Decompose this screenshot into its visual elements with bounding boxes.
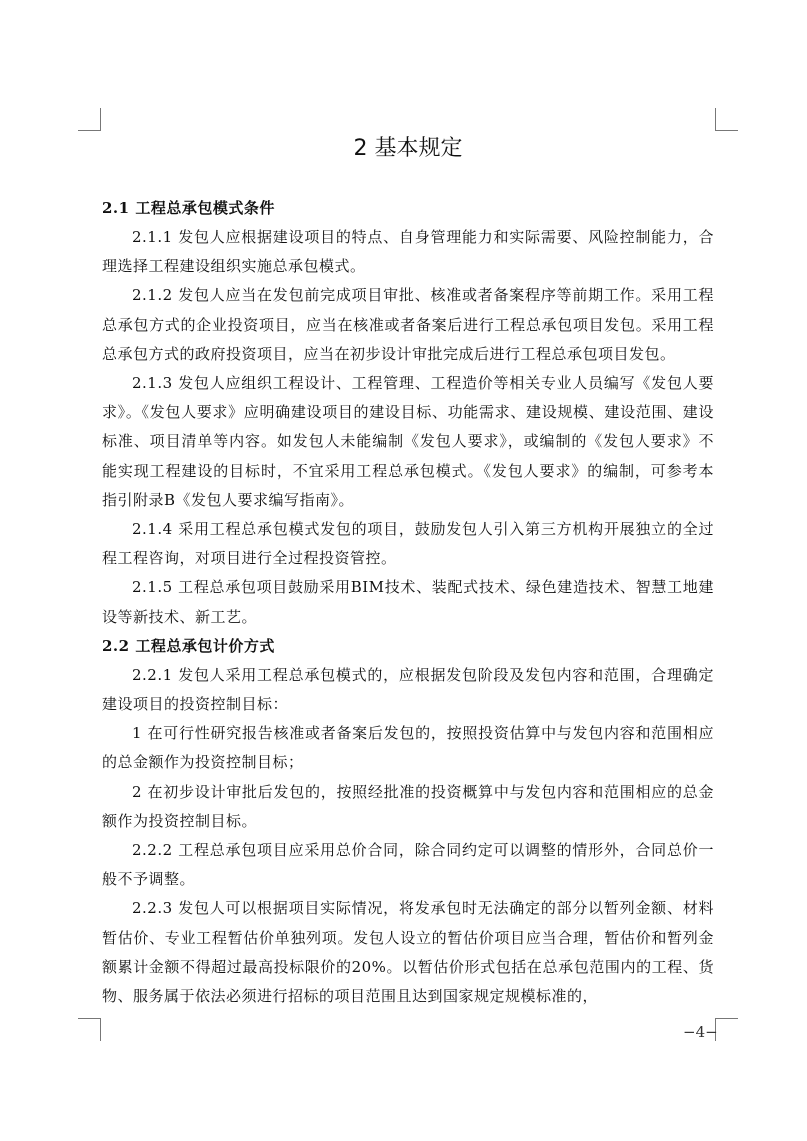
page-number: −4− xyxy=(683,1023,718,1041)
section-2-2 xyxy=(102,632,714,1011)
chapter-title: 2 基本规定 xyxy=(353,136,463,161)
crop-mark-bottom-left xyxy=(78,1018,101,1041)
paragraph: 2.1.5 工程总承包项目鼓励采用BIM技术、装配式技术、绿色建造技术、智慧工地建设等新技术、新工艺。 xyxy=(102,578,714,626)
section-2-1 xyxy=(102,194,714,632)
crop-mark-top-left xyxy=(78,108,101,131)
crop-mark-top-right xyxy=(715,108,738,131)
paragraph: 2.2.1 发包人采用工程总承包模式的，应根据发包阶段及发包内容和范围，合理确定建设项目的投资控制目标： xyxy=(102,665,714,714)
list-item: 2 在初步设计审批后发包的，按照经批准的投资概算中与发包内容和范围相应的总金额作为投资控制目标。 xyxy=(102,782,714,830)
page-content xyxy=(102,128,714,1011)
paragraph: 2.1.3 发包人应组织工程设计、工程管理、工程造价等相关专业人员编写《发包人要求》。《发包人要求》应明确建设项目的建设目标、功能需求、建设规模、建设范围、建设标准、项目清单等内容。如发包人未能编制《发包人要求》，或编制的《发包人要求》不能实现工程建设的目标时，不宜采用工程总承包模式。《发包人要求》的编制，可参考本指引附录B《发包人要求编写指南》。 xyxy=(102,374,714,509)
paragraph: 2.1.1 发包人应根据建设项目的特点、自身管理能力和实际需要、风险控制能力，合理选择工程建设组织实施总承包模式。 xyxy=(102,228,714,276)
paragraph: 2.1.2 发包人应当在发包前完成项目审批、核准或者备案程序等前期工作。采用工程总承包方式的企业投资项目，应当在核准或者备案后进行工程总承包项目发包。采用工程总承包方式的政府投资项目，应当在初步设计审批完成后进行工程总承包项目发包。 xyxy=(102,286,714,363)
crop-mark-bottom-right xyxy=(715,1018,738,1041)
section-heading: 2.1 工程总承包模式条件 xyxy=(102,199,275,217)
list-item: 1 在可行性研究报告核准或者备案后发包的，按照投资估算中与发包内容和范围相应的总金额作为投资控制目标； xyxy=(102,724,714,772)
paragraph: 2.2.3 发包人可以根据项目实际情况，将发承包时无法确定的部分以暂列金额、材料暂估价、专业工程暂估价单独列项。发包人设立的暂估价项目应当合理，暂估价和暂列金额累计金额不得超过最高投标限价的20%。以暂估价形式包括在总承包范围内的工程、货物、服务属于依法必须进行招标的项目范围且达到国家规定规模标准的， xyxy=(102,899,714,1006)
paragraph: 2.2.2 工程总承包项目应采用总价合同，除合同约定可以调整的情形外，合同总价一般不予调整。 xyxy=(102,841,714,889)
paragraph: 2.1.4 采用工程总承包模式发包的项目，鼓励发包人引入第三方机构开展独立的全过程工程咨询，对项目进行全过程投资管控。 xyxy=(102,520,714,568)
section-heading: 2.2 工程总承包计价方式 xyxy=(102,636,275,655)
